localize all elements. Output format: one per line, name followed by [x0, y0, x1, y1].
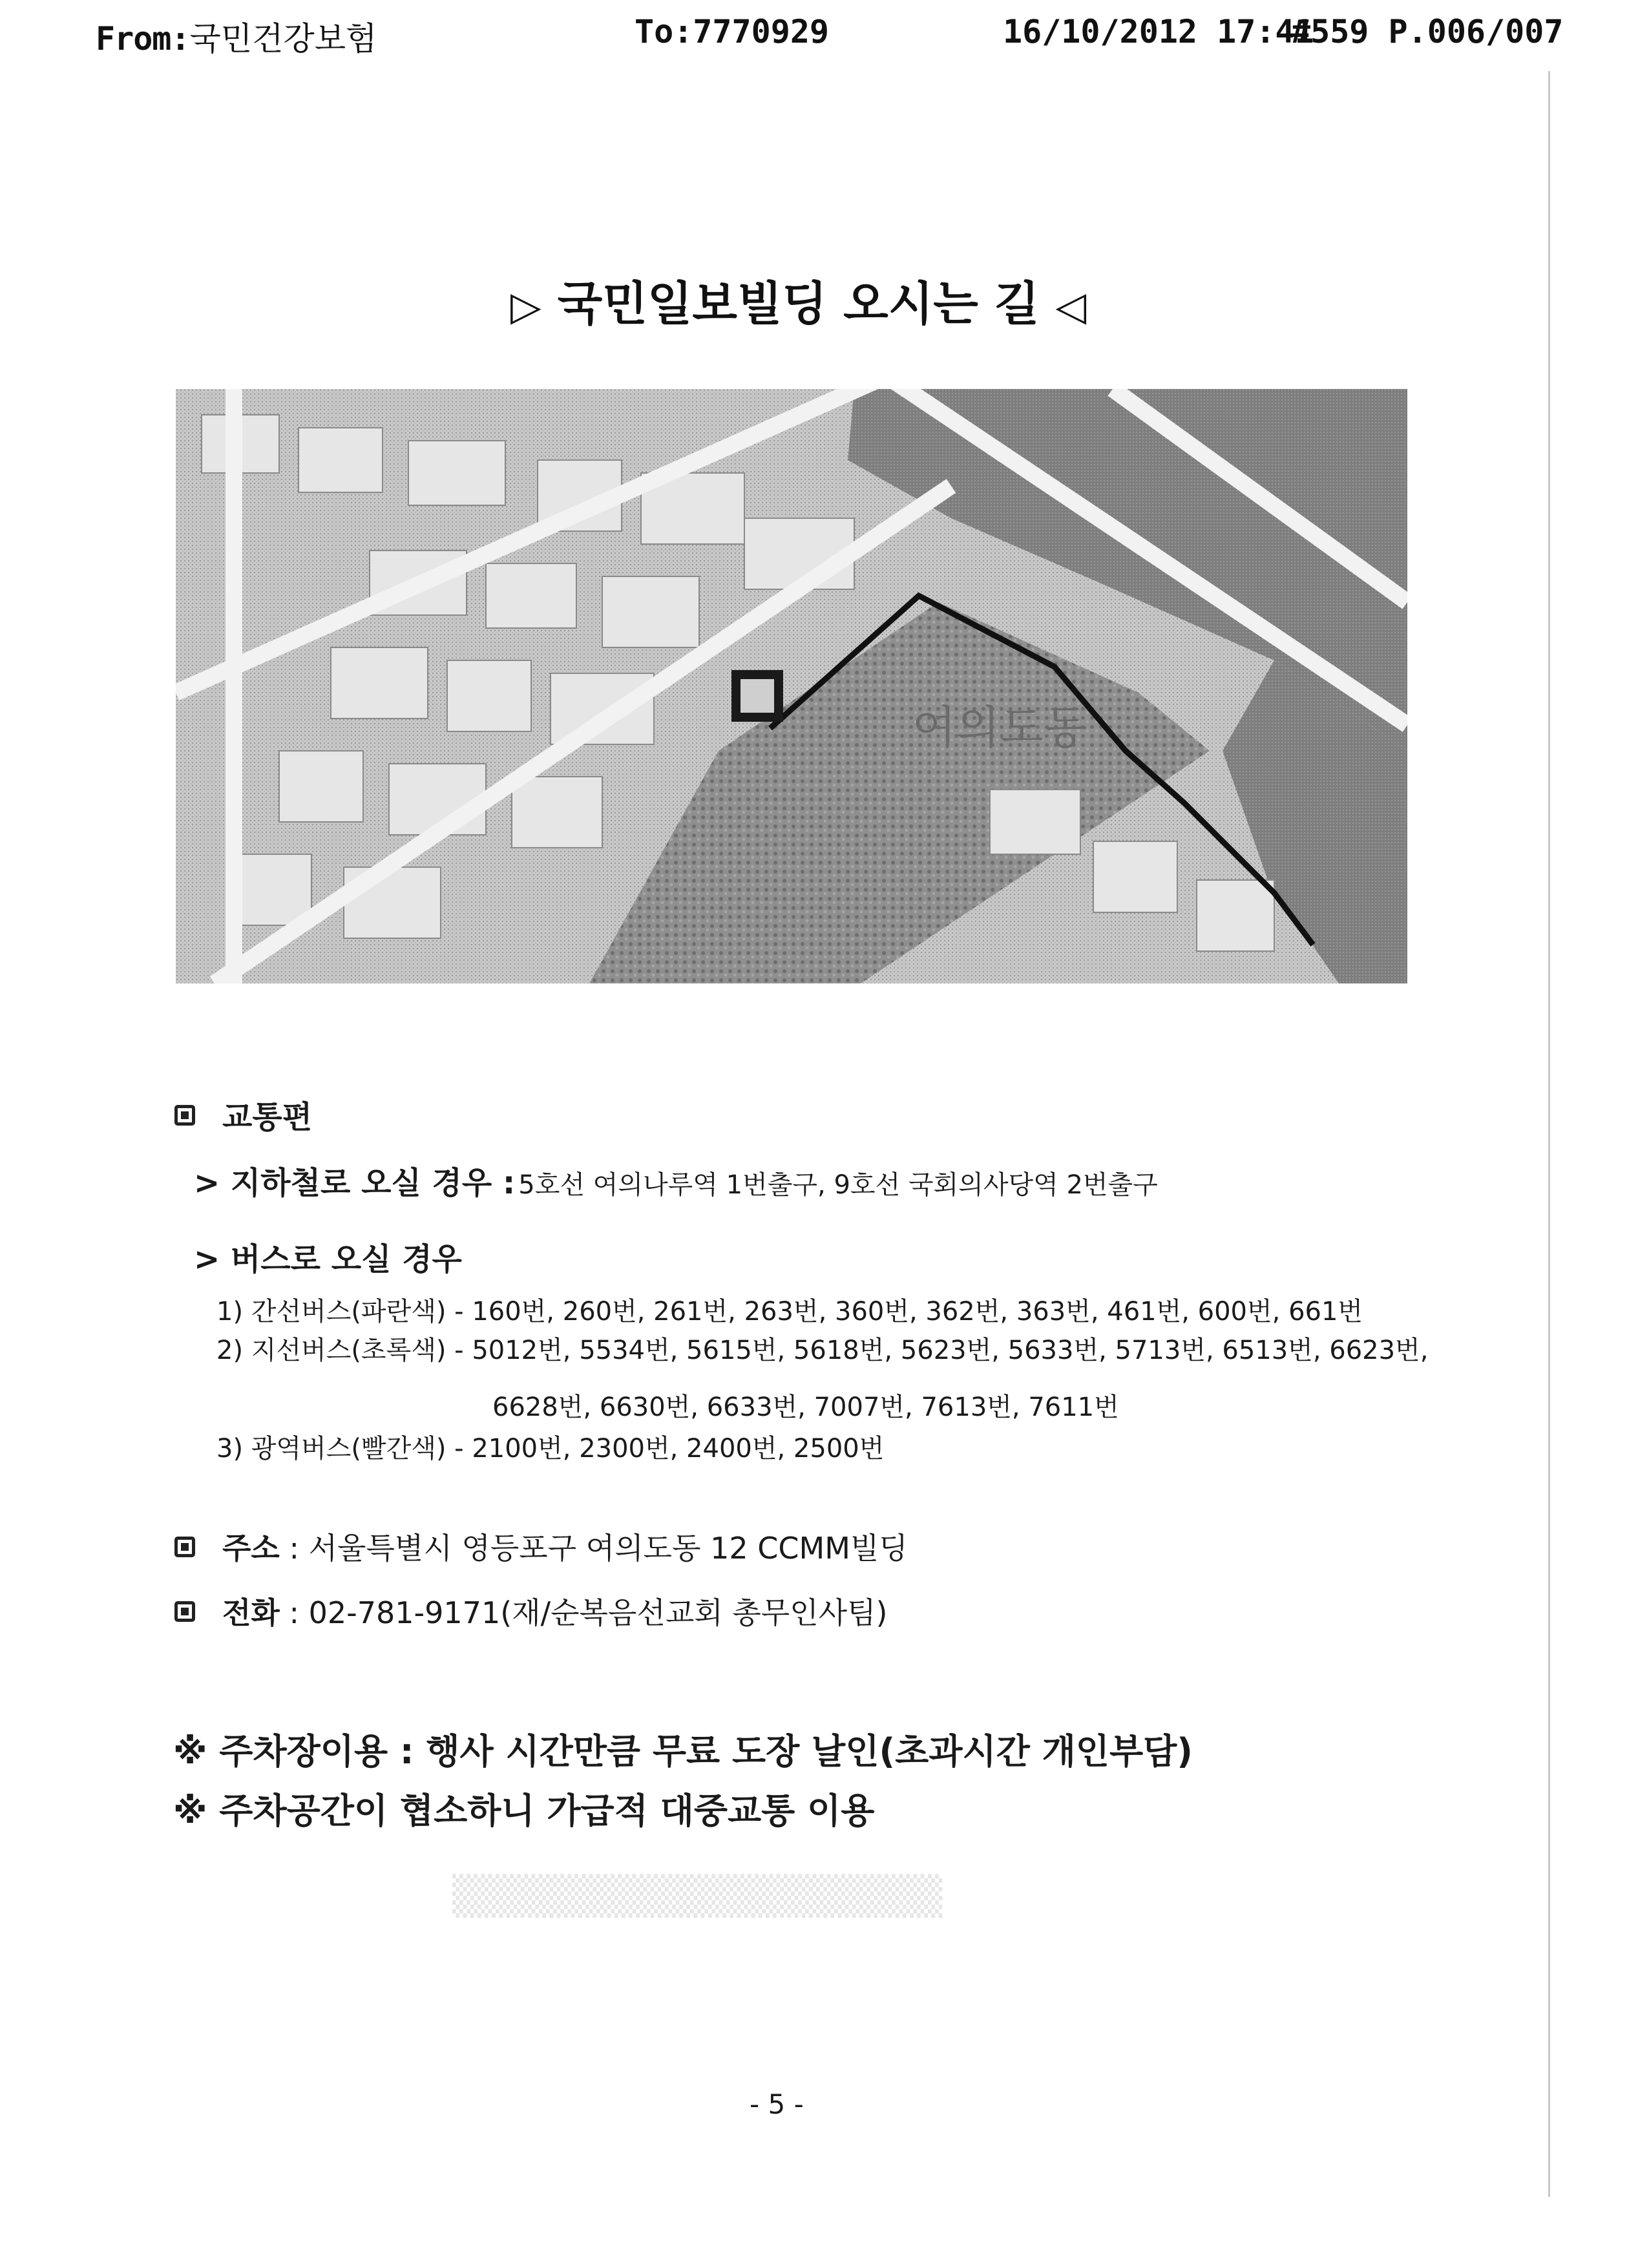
- bullet-icon: [174, 1601, 195, 1622]
- address-text: : 서울특별시 영등포구 여의도동 12 CCMM빌딩: [289, 1531, 908, 1566]
- scan-edge-line: [1548, 71, 1550, 2197]
- address: [174, 1525, 908, 1568]
- address-label: 주소: [222, 1531, 280, 1566]
- location-map: [176, 389, 1407, 983]
- bullet-icon: [174, 1105, 195, 1126]
- map-graphic: [176, 389, 1407, 983]
- bus-line-metro: 3) 광역버스(빨간색) - 2100번, 2300번, 2400번, 2500번: [216, 1434, 885, 1464]
- bus-line-trunk: 1) 간선버스(파란색) - 160번, 260번, 261번, 263번, 360번, 362번, 363번, 461번, 600번, 661번: [216, 1297, 1363, 1327]
- destination-marker-inner: [740, 679, 774, 713]
- page-title: [510, 266, 1086, 333]
- phone-label: 전화: [222, 1595, 280, 1630]
- bus-line-branch: 2) 지선버스(초록색) - 5012번, 5534번, 5615번, 5618번, 5623번, 5633번, 5713번, 6513번, 6623번,: [216, 1336, 1429, 1365]
- bus-line-branch-continued: 6628번, 6630번, 6633번, 7007번, 7613번, 7611번: [492, 1392, 1119, 1422]
- bus-label: > 버스로 오실 경우: [194, 1241, 462, 1277]
- fax-datetime: 16/10/2012 17:41: [1003, 13, 1314, 50]
- title-left-arrow: ▷: [510, 282, 541, 330]
- fax-from-label: From:: [96, 20, 190, 58]
- parking-note: ※ 주차장이용 : 행사 시간만큼 무료 도장 날인(초과시간 개인부담): [173, 1731, 1193, 1772]
- fax-to: To:7770929: [635, 13, 830, 50]
- fax-from: [96, 13, 377, 59]
- title-right-arrow: ◁: [1055, 282, 1087, 330]
- traffic-heading: [174, 1092, 312, 1137]
- subway-info: [194, 1158, 1158, 1202]
- phone: [174, 1590, 887, 1632]
- fax-page-info: #559 P.006/007: [1291, 13, 1564, 50]
- phone-text: : 02-781-9171(재/순복음선교회 총무인사팀): [289, 1595, 888, 1630]
- page-number: - 5 -: [750, 2088, 804, 2120]
- transit-note: ※ 주차공간이 협소하니 가급적 대중교통 이용: [173, 1790, 875, 1831]
- subway-label: > 지하철로 오실 경우 :: [194, 1165, 516, 1201]
- subway-text: 5호선 여의나루역 1번출구, 9호선 국회의사당역 2번출구: [518, 1170, 1158, 1200]
- title-text: 국민일보빌딩 오시는 길: [557, 277, 1040, 331]
- fax-from-name: 국민건강보험: [189, 20, 377, 58]
- map-district-label: 여의도동: [912, 701, 1087, 754]
- traffic-heading-text: 교통편: [222, 1099, 313, 1135]
- bleed-through-mark: ▒▒▒▒▒▒▒▒▒▒▒▒▒▒▒▒▒: [452, 1874, 943, 1918]
- bullet-icon: [174, 1537, 195, 1557]
